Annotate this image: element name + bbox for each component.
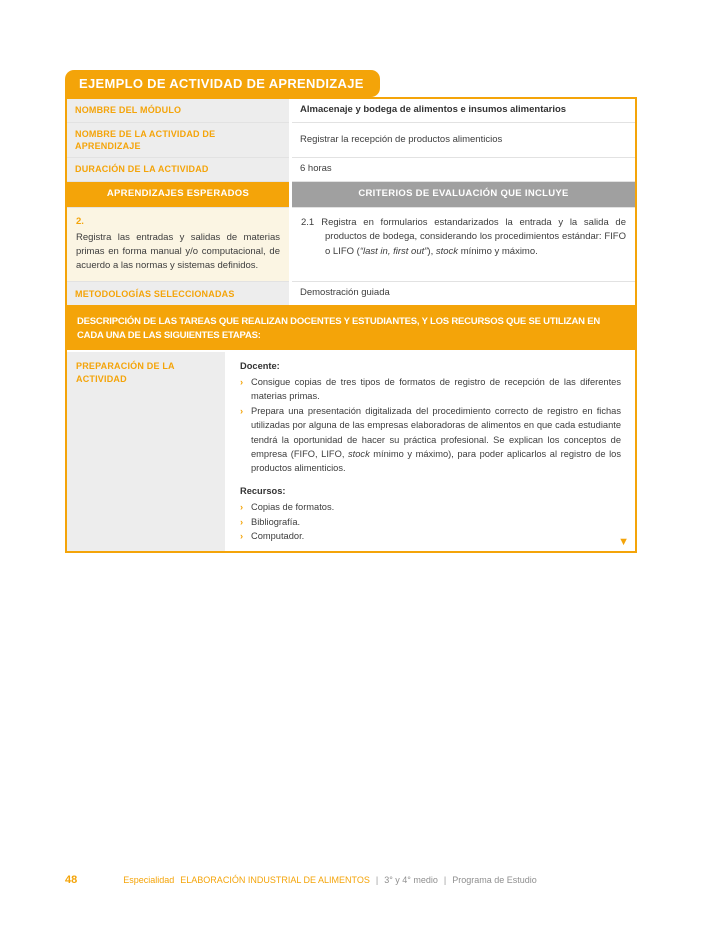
footer-separator: | [443,875,447,885]
recursos-bullet-2 [240,515,621,529]
row-label-metodologias: METODOLOGÍAS SELECCIONADAS [67,282,289,305]
bullet-icon: › [240,376,244,387]
recursos-bullet-3 [240,529,621,543]
description-body [67,352,635,552]
page-footer [65,874,637,886]
row-value-actividad: Registrar la recepción de productos alimenticios [292,123,635,158]
footer-separator: | [375,875,379,885]
bullet-icon: › [240,516,244,527]
criteria-part-2: ), [427,246,436,258]
recursos-bullet-1 [240,500,621,514]
learning-number: 2. [76,215,84,227]
docente-bullet-2-part-1: Prepara una presentación digitalizada del procedimiento correcto de registro en fichas utilizadas por alguna de las empresas elaboradoras de alimentos en que cada estudiante tendrá la oportunidad de hacer su práctica profesional. Se explican los conceptos de empresa (FIFO, LIFO, [251,405,621,459]
criteria-italic-2: stock [435,246,459,258]
docente-bullet-2 [240,404,621,476]
description-banner: DESCRIPCIÓN DE LAS TAREAS QUE REALIZAN DOCENTES Y ESTUDIANTES, Y LOS RECURSOS QUE SE UTILIZAN EN CADA UNA DE LAS SIGUIENTES ETAPAS: [67,309,635,350]
criteria-number: 2.1 [301,216,315,228]
criteria-part-3: mínimo y máximo. [458,246,538,258]
recursos-heading: Recursos: [240,485,286,496]
row-label-duracion: DURACIÓN DE LA ACTIVIDAD [67,158,289,182]
bullet-icon: › [240,530,244,541]
footer-specialty-name: ELABORACIÓN INDUSTRIAL DE ALIMENTOS [180,875,370,885]
docente-bullet-1-text: Consigue copias de tres tipos de formatos de registro de recepción de las diferentes materias primas. [251,376,621,402]
footer-specialty-prefix: Especialidad [123,875,175,885]
recursos-bullet-3-text: Computador. [251,530,305,541]
description-section [65,307,637,553]
bullet-icon: › [240,502,244,513]
docente-heading: Docente: [240,360,280,371]
docente-bullet-1 [240,375,621,404]
docente-bullet-2-italic: stock [348,448,370,459]
docente-bullet-2-text [251,404,621,476]
learning-text: Registra las entradas y salidas de materias primas en forma manual y/o computacional, de acuerdo a las normas y sistemas definidos. [76,231,280,272]
bullet-icon: › [240,405,244,416]
continuation-arrow-icon: ▼ [618,536,629,549]
stage-label: PREPARACIÓN DE LA ACTIVIDAD [67,352,225,552]
row-value-duracion: 6 horas [292,158,635,182]
page-title: EJEMPLO DE ACTIVIDAD DE APRENDIZAJE [65,70,380,97]
recursos-bullet-1-text: Copias de formatos. [251,502,335,513]
criteria-cell [292,208,635,283]
docente-bullet-2-part-2: mínimo y máximo), para poder aplicarlos al registro de los productos alimenticios. [251,448,621,474]
recursos-bullet-2-text: Bibliografía. [251,516,301,527]
activity-info-table [65,97,637,307]
criteria-header: CRITERIOS DE EVALUACIÓN QUE INCLUYE [292,182,635,208]
page-number: 48 [65,874,78,886]
row-label-modulo: NOMBRE DEL MÓDULO [67,99,289,123]
footer-grade: 3° y 4° medio [384,875,438,885]
footer-program: Programa de Estudio [452,875,537,885]
criteria-italic-1: “last in, first out” [359,246,428,258]
row-value-metodologias: Demostración guiada [292,282,635,305]
stage-content [228,352,635,552]
learning-objective-cell [67,208,289,283]
criteria-text [301,216,626,260]
row-value-modulo: Almacenaje y bodega de alimentos e insumos alimentarios [292,99,635,123]
learning-header: APRENDIZAJES ESPERADOS [67,182,289,208]
criteria-part-1: Registra en formularios estandarizados la entrada y la salida de productos de bodega, considerando los procedimientos estándar: FIFO o LIFO ( [321,216,626,258]
row-label-actividad: NOMBRE DE LA ACTIVIDAD DE APRENDIZAJE [67,123,289,158]
